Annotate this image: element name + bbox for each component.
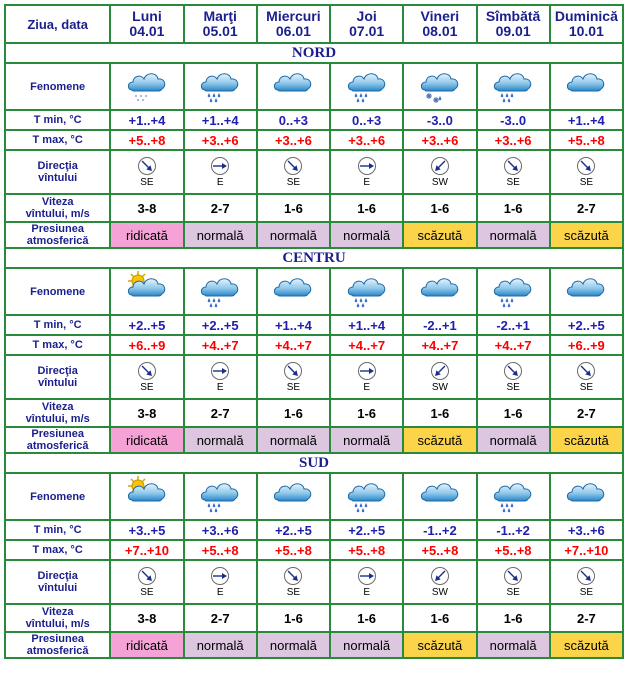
wind-arrow-icon <box>111 156 182 176</box>
wind-arrow-icon <box>551 156 622 176</box>
tmax-value: +7..+10 <box>111 541 182 559</box>
day-date: 06.01 <box>275 23 311 39</box>
tmax-label-cell <box>6 336 109 354</box>
tmin-label: T min, °C <box>33 524 82 536</box>
fenomene-cell <box>478 474 549 519</box>
tmin-value: +2..+5 <box>185 316 256 334</box>
wind-dir-value: SE <box>579 382 594 393</box>
fenomene-cell <box>404 64 475 109</box>
wind-dir-row-nord <box>6 151 622 193</box>
tmin-value: 0..+3 <box>331 111 402 129</box>
day-header-2 <box>185 6 256 42</box>
header-row <box>6 6 622 42</box>
tmax-value: +4..+7 <box>331 336 402 354</box>
corner-label: Ziua, data <box>6 6 109 42</box>
tmin-row-centru <box>6 316 622 334</box>
wind-arrow-icon <box>185 361 256 381</box>
wind-dir-cell <box>331 356 402 398</box>
fenomene-cell <box>185 269 256 314</box>
day-name: Marţi <box>203 8 237 24</box>
pressure-label-1: Presiunea <box>31 223 84 235</box>
wind-dir-label-1: Direcţia <box>37 570 78 582</box>
pressure-label-2: atmosferică <box>26 440 89 452</box>
tmax-value: +5..+8 <box>111 131 182 149</box>
fenomene-cell <box>331 269 402 314</box>
wind-dir-cell <box>331 151 402 193</box>
tmax-row-sud <box>6 541 622 559</box>
wind-dir-value: E <box>216 382 224 393</box>
wind-arrow-icon <box>258 566 329 586</box>
pressure-label-cell <box>6 633 109 657</box>
fenomene-cell <box>404 474 475 519</box>
wind-dir-value: SE <box>140 382 154 393</box>
wind-speed-value: 3-8 <box>111 605 182 631</box>
wind-dir-value: SW <box>431 177 448 188</box>
wind-arrow-icon <box>478 361 549 381</box>
tmin-value: -3..0 <box>404 111 475 129</box>
wind-dir-cell <box>478 356 549 398</box>
tmax-value: +5..+8 <box>404 541 475 559</box>
wind-speed-label-1: Viteza <box>41 401 74 413</box>
tmin-value: -2..+1 <box>404 316 475 334</box>
tmax-value: +5..+8 <box>258 541 329 559</box>
cloud-rain-icon <box>197 91 243 108</box>
wind-arrow-icon <box>111 361 182 381</box>
pressure-value: normală <box>185 223 256 247</box>
fenomene-cell <box>185 474 256 519</box>
pressure-row-sud <box>6 633 622 657</box>
cloud-rain-icon <box>344 91 390 108</box>
day-header-5 <box>404 6 475 42</box>
pressure-value: scăzută <box>404 223 475 247</box>
region-title-sud: SUD <box>6 454 622 472</box>
wind-dir-label-1: Direcţia <box>37 365 78 377</box>
wind-speed-value: 1-6 <box>331 400 402 426</box>
wind-dir-label-1: Direcţia <box>37 160 78 172</box>
day-header-6 <box>478 6 549 42</box>
wind-dir-cell <box>404 151 475 193</box>
day-date: 04.01 <box>129 23 165 39</box>
wind-dir-label-cell <box>6 151 109 193</box>
tmin-value: +3..+6 <box>185 521 256 539</box>
wind-dir-value: SE <box>140 177 154 188</box>
tmax-row-nord <box>6 131 622 149</box>
wind-dir-cell <box>404 561 475 603</box>
pressure-value: normală <box>185 633 256 657</box>
day-date: 05.01 <box>202 23 238 39</box>
tmax-value: +5..+8 <box>478 541 549 559</box>
wind-dir-cell <box>478 561 549 603</box>
wind-speed-value: 1-6 <box>258 400 329 426</box>
fenomene-cell <box>404 269 475 314</box>
tmax-value: +4..+7 <box>185 336 256 354</box>
wind-speed-value: 1-6 <box>478 605 549 631</box>
wind-dir-cell <box>185 151 256 193</box>
region-row-nord <box>6 44 622 62</box>
pressure-value: normală <box>331 633 402 657</box>
cloud-icon <box>270 501 316 518</box>
fenomene-label: Fenomene <box>30 285 86 298</box>
tmin-value: +2..+5 <box>111 316 182 334</box>
wind-dir-cell <box>478 151 549 193</box>
tmin-value: -1..+2 <box>478 521 549 539</box>
day-header-7 <box>551 6 622 42</box>
fenomene-row-sud <box>6 474 622 519</box>
wind-speed-row-sud <box>6 605 622 631</box>
tmin-value: +1..+4 <box>551 111 622 129</box>
wind-speed-row-centru <box>6 400 622 426</box>
cloud-rain-icon <box>344 296 390 313</box>
wind-speed-label-2: vîntului, m/s <box>25 413 90 425</box>
fenomene-label: Fenomene <box>30 80 86 93</box>
tmin-value: 0..+3 <box>258 111 329 129</box>
tmin-value: +2..+5 <box>331 521 402 539</box>
tmax-label-cell <box>6 541 109 559</box>
region-row-centru <box>6 249 622 267</box>
wind-speed-value: 2-7 <box>551 400 622 426</box>
tmin-value: +1..+4 <box>258 316 329 334</box>
tmax-value: +6..+9 <box>111 336 182 354</box>
wind-dir-value: SE <box>506 177 520 188</box>
wind-arrow-icon <box>478 156 549 176</box>
wind-arrow-icon <box>258 156 329 176</box>
fenomene-cell <box>111 474 182 519</box>
pressure-value: scăzută <box>551 428 622 452</box>
cloud-icon <box>563 501 609 518</box>
wind-dir-cell <box>111 356 182 398</box>
wind-dir-value: E <box>216 587 224 598</box>
pressure-row-centru <box>6 428 622 452</box>
forecast-wrapper <box>4 4 624 686</box>
day-header-3 <box>258 6 329 42</box>
tmin-value: -1..+2 <box>404 521 475 539</box>
wind-dir-cell <box>185 356 256 398</box>
day-name: Miercuri <box>266 8 321 24</box>
day-name: Joi <box>356 8 377 24</box>
tmin-value: +2..+5 <box>551 316 622 334</box>
pressure-value: normală <box>331 428 402 452</box>
pressure-value: normală <box>331 223 402 247</box>
tmax-label: T max, °C <box>32 544 83 556</box>
pressure-label-2: atmosferică <box>26 235 89 247</box>
wind-dir-label-cell <box>6 561 109 603</box>
day-name: Sîmbătă <box>485 8 541 24</box>
wind-arrow-icon <box>258 361 329 381</box>
day-header-4 <box>331 6 402 42</box>
pressure-label-cell <box>6 428 109 452</box>
tmax-value: +5..+8 <box>331 541 402 559</box>
wind-speed-value: 2-7 <box>185 605 256 631</box>
tmin-value: +1..+4 <box>185 111 256 129</box>
cloud-icon <box>563 296 609 313</box>
wind-speed-label-1: Viteza <box>41 606 74 618</box>
wind-speed-label-cell <box>6 400 109 426</box>
wind-speed-value: 1-6 <box>331 605 402 631</box>
tmin-value: -3..0 <box>478 111 549 129</box>
pressure-value: normală <box>258 633 329 657</box>
fenomene-cell <box>551 269 622 314</box>
sun-cloud-icon <box>124 296 170 313</box>
wind-dir-value: SE <box>140 587 154 598</box>
tmax-value: +3..+6 <box>331 131 402 149</box>
tmin-value: +3..+5 <box>111 521 182 539</box>
fenomene-cell <box>478 64 549 109</box>
wind-dir-cell <box>258 151 329 193</box>
region-title-nord: NORD <box>6 44 622 62</box>
fenomene-label-cell <box>6 474 109 519</box>
pressure-value: normală <box>258 223 329 247</box>
fenomene-label-cell <box>6 269 109 314</box>
tmax-label-cell <box>6 131 109 149</box>
wind-speed-label-1: Viteza <box>41 196 74 208</box>
cloud-icon <box>417 501 463 518</box>
tmax-label: T max, °C <box>32 134 83 146</box>
pressure-label-1: Presiunea <box>31 633 84 645</box>
tmax-value: +4..+7 <box>478 336 549 354</box>
wind-arrow-icon <box>331 566 402 586</box>
wind-dir-value: SE <box>579 177 594 188</box>
day-date: 10.01 <box>568 23 604 39</box>
fenomene-label: Fenomene <box>30 490 86 503</box>
wind-arrow-icon <box>404 566 475 586</box>
wind-speed-label-2: vîntului, m/s <box>25 618 90 630</box>
wind-speed-value: 1-6 <box>258 605 329 631</box>
region-title-centru: CENTRU <box>6 249 622 267</box>
sun-cloud-icon <box>124 501 170 518</box>
wind-arrow-icon <box>404 361 475 381</box>
pressure-value: scăzută <box>551 223 622 247</box>
wind-speed-label-cell <box>6 195 109 221</box>
wind-arrow-icon <box>551 566 622 586</box>
wind-dir-value: SW <box>431 382 448 393</box>
wind-speed-label-2: vîntului, m/s <box>25 208 90 220</box>
wind-dir-cell <box>111 561 182 603</box>
cloud-rain-icon <box>197 296 243 313</box>
pressure-value: scăzută <box>404 633 475 657</box>
pressure-value: normală <box>258 428 329 452</box>
wind-dir-cell <box>551 151 622 193</box>
wind-dir-cell <box>258 356 329 398</box>
day-name: Luni <box>132 8 162 24</box>
pressure-value: ridicată <box>111 223 182 247</box>
tmin-label-cell <box>6 316 109 334</box>
wind-dir-value: SE <box>579 587 594 598</box>
forecast-table <box>4 4 624 659</box>
wind-dir-cell <box>404 356 475 398</box>
cloud-icon <box>417 296 463 313</box>
wind-speed-value: 3-8 <box>111 195 182 221</box>
wind-dir-label-2: vîntului <box>38 377 78 389</box>
pressure-value: ridicată <box>111 633 182 657</box>
fenomene-cell <box>331 64 402 109</box>
day-header-1 <box>111 6 182 42</box>
pressure-value: normală <box>478 223 549 247</box>
cloud-snow-icon <box>124 91 170 108</box>
wind-dir-label-2: vîntului <box>38 582 78 594</box>
tmin-value: +1..+4 <box>111 111 182 129</box>
pressure-row-nord <box>6 223 622 247</box>
pressure-value: ridicată <box>111 428 182 452</box>
wind-arrow-icon <box>111 566 182 586</box>
pressure-label-cell <box>6 223 109 247</box>
wind-dir-value: SE <box>506 587 520 598</box>
fenomene-row-centru <box>6 269 622 314</box>
fenomene-cell <box>185 64 256 109</box>
region-row-sud <box>6 454 622 472</box>
wind-arrow-icon <box>331 156 402 176</box>
tmin-value: +2..+5 <box>258 521 329 539</box>
tmin-row-nord <box>6 111 622 129</box>
pressure-value: normală <box>478 428 549 452</box>
cloud-rain-icon <box>490 91 536 108</box>
wind-dir-value: SE <box>286 382 301 393</box>
tmin-label-cell <box>6 521 109 539</box>
wind-dir-value: E <box>363 382 370 393</box>
wind-arrow-icon <box>404 156 475 176</box>
tmax-value: +6..+9 <box>551 336 622 354</box>
tmin-label-cell <box>6 111 109 129</box>
wind-dir-value: SE <box>506 382 520 393</box>
fenomene-label-cell <box>6 64 109 109</box>
wind-dir-value: SE <box>286 587 301 598</box>
wind-speed-value: 1-6 <box>258 195 329 221</box>
wind-speed-label-cell <box>6 605 109 631</box>
wind-dir-cell <box>258 561 329 603</box>
wind-speed-value: 1-6 <box>404 605 475 631</box>
wind-dir-cell <box>331 561 402 603</box>
wind-dir-label-cell <box>6 356 109 398</box>
fenomene-cell <box>331 474 402 519</box>
wind-dir-cell <box>551 561 622 603</box>
pressure-value: scăzută <box>404 428 475 452</box>
pressure-value: scăzută <box>551 633 622 657</box>
fenomene-cell <box>478 269 549 314</box>
day-name: Vineri <box>420 8 460 24</box>
wind-dir-row-centru <box>6 356 622 398</box>
wind-dir-cell <box>111 151 182 193</box>
wind-speed-value: 2-7 <box>185 195 256 221</box>
tmin-label: T min, °C <box>33 319 82 331</box>
wind-speed-value: 1-6 <box>331 195 402 221</box>
wind-arrow-icon <box>478 566 549 586</box>
wind-speed-value: 2-7 <box>551 605 622 631</box>
wind-dir-value: E <box>216 177 224 188</box>
wind-dir-value: SE <box>286 177 301 188</box>
wind-dir-row-sud <box>6 561 622 603</box>
tmin-value: +3..+6 <box>551 521 622 539</box>
wind-speed-value: 1-6 <box>478 400 549 426</box>
cloud-rain-icon <box>490 296 536 313</box>
pressure-label-2: atmosferică <box>26 645 89 657</box>
tmin-label: T min, °C <box>33 114 82 126</box>
wind-arrow-icon <box>331 361 402 381</box>
fenomene-cell <box>111 64 182 109</box>
day-date: 07.01 <box>349 23 385 39</box>
pressure-value: normală <box>478 633 549 657</box>
wind-speed-value: 1-6 <box>404 195 475 221</box>
tmax-value: +4..+7 <box>404 336 475 354</box>
fenomene-cell <box>258 474 329 519</box>
wind-arrow-icon <box>185 566 256 586</box>
tmax-value: +5..+8 <box>551 131 622 149</box>
wind-dir-cell <box>551 356 622 398</box>
tmin-value: -2..+1 <box>478 316 549 334</box>
cloud-icon <box>270 296 316 313</box>
cloud-snowflake-icon <box>417 91 463 108</box>
tmax-value: +3..+6 <box>478 131 549 149</box>
cloud-icon <box>563 91 609 108</box>
wind-dir-value: E <box>363 587 370 598</box>
day-name: Duminică <box>554 8 618 24</box>
fenomene-cell <box>551 64 622 109</box>
tmin-value: +1..+4 <box>331 316 402 334</box>
tmax-row-centru <box>6 336 622 354</box>
tmax-value: +5..+8 <box>185 541 256 559</box>
tmax-value: +3..+6 <box>404 131 475 149</box>
day-date: 08.01 <box>422 23 458 39</box>
wind-speed-value: 2-7 <box>551 195 622 221</box>
cloud-rain-icon <box>490 501 536 518</box>
tmax-value: +4..+7 <box>258 336 329 354</box>
wind-arrow-icon <box>185 156 256 176</box>
cloud-rain-icon <box>197 501 243 518</box>
tmax-value: +3..+6 <box>258 131 329 149</box>
wind-speed-value: 1-6 <box>404 400 475 426</box>
tmax-value: +3..+6 <box>185 131 256 149</box>
tmin-row-sud <box>6 521 622 539</box>
day-date: 09.01 <box>495 23 531 39</box>
cloud-icon <box>270 91 316 108</box>
cloud-rain-icon <box>344 501 390 518</box>
wind-speed-value: 2-7 <box>185 400 256 426</box>
tmax-value: +7..+10 <box>551 541 622 559</box>
fenomene-cell <box>258 269 329 314</box>
wind-dir-cell <box>185 561 256 603</box>
pressure-label-1: Presiunea <box>31 428 84 440</box>
wind-dir-value: SW <box>431 587 448 598</box>
tmax-label: T max, °C <box>32 339 83 351</box>
fenomene-cell <box>111 269 182 314</box>
fenomene-cell <box>258 64 329 109</box>
wind-dir-label-2: vîntului <box>38 172 78 184</box>
wind-speed-row-nord <box>6 195 622 221</box>
wind-speed-value: 3-8 <box>111 400 182 426</box>
wind-speed-value: 1-6 <box>478 195 549 221</box>
fenomene-row-nord <box>6 64 622 109</box>
pressure-value: normală <box>185 428 256 452</box>
fenomene-cell <box>551 474 622 519</box>
wind-arrow-icon <box>551 361 622 381</box>
wind-dir-value: E <box>363 177 370 188</box>
